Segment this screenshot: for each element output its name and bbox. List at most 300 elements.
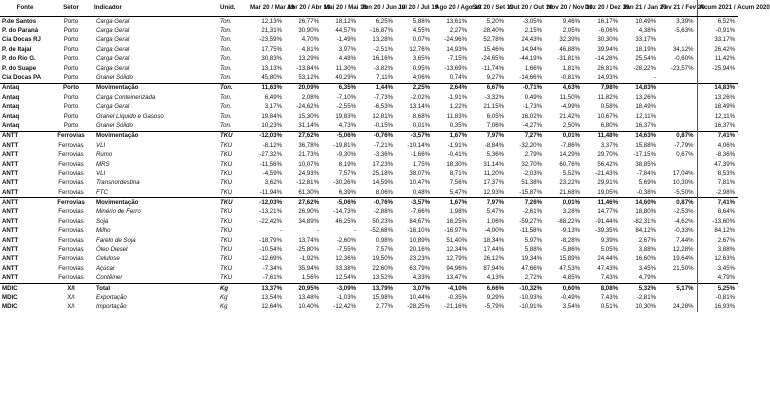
value-cell: 32,39%: [559, 36, 580, 44]
value-cell: 31,14%: [483, 160, 504, 168]
column-header: Jul 20 / Jul 19: [396, 0, 433, 17]
value-cell: -19,81%: [333, 141, 356, 149]
value-cell: -0,76%: [359, 198, 396, 208]
value-cell: 0,74%: [449, 73, 467, 81]
value-cell: -2,88%: [373, 208, 393, 216]
value-cell: 12,28%: [672, 246, 694, 254]
table-row: [0, 264, 738, 273]
accumulated-cell: -8,36%: [697, 150, 738, 159]
source-cell: MDIC: [2, 293, 18, 301]
sector-cell: Porto: [63, 103, 79, 111]
value-cell: 9,46%: [562, 17, 580, 25]
value-cell: -4,10%: [433, 283, 470, 293]
sector-cell: Ferrovias: [58, 236, 84, 244]
value-cell: 0,51%: [600, 303, 618, 311]
value-cell: 17,37%: [483, 179, 504, 187]
unit-cell: Ton.: [220, 112, 232, 120]
value-cell: -44,19%: [519, 55, 542, 63]
source-cell: ANTT: [2, 227, 19, 235]
value-cell: 3,65%: [412, 55, 430, 63]
value-cell: 7,97%: [470, 198, 507, 208]
source-cell: ANTT: [0, 131, 50, 141]
column-header: Nov 20 / Nov 19: [545, 0, 583, 17]
value-cell: 13,37%: [248, 283, 285, 293]
value-cell: -1,91%: [447, 141, 467, 149]
source-cell: ANTT: [2, 179, 19, 187]
source-cell: Antaq: [2, 93, 20, 101]
source-cell: P.de Santos: [2, 17, 37, 25]
value-cell: -17,15%: [633, 151, 656, 159]
accumulated-cell: 18,49%: [697, 103, 738, 112]
indicator-cell: Farelo de Soja: [96, 236, 136, 244]
source-cell: ANTT: [2, 208, 19, 216]
value-cell: -12,69%: [259, 255, 282, 263]
value-cell: 50,23%: [372, 217, 393, 225]
value-cell: 4,79%: [638, 274, 656, 282]
sector-cell: Ferrovias: [58, 208, 84, 216]
value-cell: 10,47%: [409, 179, 430, 187]
value-cell: 17,44%: [483, 246, 504, 254]
value-cell: 16,02%: [521, 112, 542, 120]
unit-cell: TKU: [220, 160, 233, 168]
indicator-cell: Carga Geral: [96, 55, 130, 63]
value-cell: 2,15%: [524, 27, 542, 35]
value-cell: -3,09%: [322, 283, 359, 293]
value-cell: 14,93%: [597, 73, 618, 81]
value-cell: 24,93%: [298, 169, 319, 177]
accumulated-cell: 4,79%: [697, 274, 738, 284]
value-cell: -2,60%: [336, 236, 356, 244]
column-header: Unid.: [218, 0, 248, 17]
value-cell: 4,33%: [412, 274, 430, 282]
sector-cell: Porto: [63, 112, 79, 120]
indicator-cell: Celulose: [96, 255, 120, 263]
table-row: [0, 17, 738, 27]
value-cell: 2,79%: [524, 151, 542, 159]
value-cell: -6,53%: [373, 103, 393, 111]
value-cell: 38,85%: [635, 160, 656, 168]
value-cell: 47,66%: [521, 264, 542, 272]
value-cell: 4,55%: [412, 27, 430, 35]
value-cell: 2,50%: [562, 121, 580, 129]
accumulated-cell: 6,52%: [697, 17, 738, 27]
unit-cell: TKU: [220, 179, 233, 187]
value-cell: 56,42%: [597, 160, 618, 168]
value-cell: [659, 93, 697, 102]
value-cell: 12,79%: [446, 255, 467, 263]
sector-cell: Ferrovias: [58, 255, 84, 263]
value-cell: 25,54%: [635, 55, 656, 63]
value-cell: -4,62%: [674, 217, 694, 225]
value-cell: 19,83%: [335, 112, 356, 120]
value-cell: -5,86%: [560, 246, 580, 254]
value-cell: 2,77%: [375, 303, 393, 311]
sector-cell: Porto: [63, 27, 79, 35]
table-row: [0, 217, 738, 226]
value-cell: -23,59%: [259, 36, 282, 44]
value-cell: 51,40%: [446, 236, 467, 244]
value-cell: 8,06%: [375, 188, 393, 196]
value-cell: -2,03%: [522, 169, 542, 177]
source-cell: ANTT: [2, 217, 19, 225]
value-cell: -12,81%: [296, 179, 319, 187]
accumulated-cell: 16,93%: [697, 303, 738, 312]
value-cell: 19,50%: [372, 255, 393, 263]
column-header: Indicador: [92, 0, 218, 17]
value-cell: -31,81%: [557, 55, 580, 63]
value-cell: 0,98%: [375, 236, 393, 244]
indicator-cell: Movimentação: [92, 198, 218, 208]
unit-cell: Ton.: [220, 103, 232, 111]
value-cell: 4,13%: [486, 274, 504, 282]
value-cell: 34,12%: [672, 45, 694, 53]
sector-cell: Ferrovias: [58, 169, 84, 177]
value-cell: -32,20%: [519, 141, 542, 149]
indicator-cell: MRS: [96, 160, 110, 168]
value-cell: 0,87%: [659, 198, 697, 208]
value-cell: -52,68%: [370, 227, 393, 235]
indicator-cell: FTC: [96, 188, 108, 196]
value-cell: 24,43%: [521, 36, 542, 44]
value-cell: 11,20%: [483, 169, 504, 177]
column-header: Set 20 / Set 19: [470, 0, 507, 17]
value-cell: 7,26%: [507, 198, 545, 208]
column-header: Setor: [50, 0, 92, 17]
value-cell: 13,79%: [359, 283, 396, 293]
source-cell: Cia Docas RJ: [2, 36, 41, 44]
value-cell: 20,16%: [409, 246, 430, 254]
value-cell: 30,83%: [261, 55, 282, 63]
value-cell: 7,43%: [600, 274, 618, 282]
value-cell: 46,88%: [559, 45, 580, 53]
table-row: [0, 198, 738, 208]
value-cell: -7,73%: [373, 93, 393, 101]
indicator-cell: Carga Geral: [96, 64, 130, 72]
value-cell: 12,93%: [483, 188, 504, 196]
value-cell: 24,44%: [597, 255, 618, 263]
table-row: [0, 112, 738, 121]
value-cell: -16,97%: [444, 227, 467, 235]
unit-cell: Ton.: [220, 93, 232, 101]
value-cell: 8,19%: [338, 160, 356, 168]
value-cell: 27,62%: [285, 131, 322, 141]
unit-cell: Kg: [218, 283, 248, 293]
accumulated-cell: 3,88%: [697, 245, 738, 254]
value-cell: -11,58%: [519, 227, 542, 235]
value-cell: -13,21%: [259, 208, 282, 216]
value-cell: 4,63%: [545, 83, 583, 93]
accumulated-cell: 7,41%: [697, 131, 738, 141]
value-cell: 14,77%: [597, 208, 618, 216]
column-header: Ago 20 / Ago 19: [433, 0, 470, 17]
source-cell: P. de Itajaí: [2, 45, 32, 53]
value-cell: -: [279, 227, 282, 235]
value-cell: 17,23%: [372, 160, 393, 168]
table-row: [0, 45, 738, 54]
value-cell: 7,06%: [486, 121, 504, 129]
unit-cell: TKU: [220, 188, 233, 196]
value-cell: 1,67%: [433, 131, 470, 141]
value-cell: 14,93%: [446, 45, 467, 53]
value-cell: -0,60%: [674, 55, 694, 63]
value-cell: 10,40%: [298, 303, 319, 311]
value-cell: 22,60%: [372, 264, 393, 272]
indicator-cell: Minério de Ferro: [96, 208, 141, 216]
value-cell: 33,17%: [635, 36, 656, 44]
indicator-cell: Carga Conteinerizada: [96, 93, 156, 101]
value-cell: 3,37%: [600, 141, 618, 149]
value-cell: 9,29%: [486, 293, 504, 301]
value-cell: 34,89%: [298, 217, 319, 225]
value-cell: 19,64%: [672, 255, 694, 263]
value-cell: 4,06%: [412, 73, 430, 81]
value-cell: -5,79%: [484, 303, 504, 311]
value-cell: 29,70%: [597, 151, 618, 159]
value-cell: 16,60%: [635, 255, 656, 263]
value-cell: -: [653, 73, 656, 81]
accumulated-cell: 3,45%: [697, 264, 738, 273]
value-cell: -13,69%: [444, 64, 467, 72]
value-cell: 1,67%: [433, 198, 470, 208]
value-cell: 16,25%: [446, 217, 467, 225]
value-cell: 14,63%: [621, 131, 659, 141]
value-cell: -28,22%: [633, 64, 656, 72]
value-cell: 18,34%: [483, 236, 504, 244]
sector-cell: Ferrovias: [58, 246, 84, 254]
value-cell: 0,35%: [449, 121, 467, 129]
table-body: [0, 17, 738, 313]
value-cell: 10,23%: [261, 121, 282, 129]
value-cell: -4,99%: [560, 103, 580, 111]
table-row: [0, 64, 738, 73]
value-cell: 16,37%: [635, 121, 656, 129]
value-cell: 6,25%: [375, 17, 393, 25]
value-cell: -0,33%: [674, 227, 694, 235]
sector-cell: Porto: [63, 121, 79, 129]
value-cell: 45,80%: [261, 73, 282, 81]
value-cell: -28,25%: [407, 303, 430, 311]
table-row: [0, 283, 738, 293]
value-cell: 11,63%: [248, 83, 285, 93]
value-cell: 7,56%: [449, 179, 467, 187]
value-cell: -27,32%: [259, 151, 282, 159]
accumulated-cell: -0,91%: [697, 26, 738, 35]
value-cell: 3,39%: [676, 17, 694, 25]
sector-cell: Porto: [63, 93, 79, 101]
value-cell: 0,49%: [524, 93, 542, 101]
value-cell: 5,88%: [524, 246, 542, 254]
value-cell: -7,21%: [373, 141, 393, 149]
source-cell: MDIC: [2, 303, 18, 311]
value-cell: 27,62%: [285, 198, 322, 208]
value-cell: 6,66%: [470, 283, 507, 293]
table-row: [0, 93, 738, 102]
value-cell: -4,59%: [262, 169, 282, 177]
value-cell: 12,54%: [335, 274, 356, 282]
value-cell: 4,38%: [638, 27, 656, 35]
value-cell: 25,18%: [372, 169, 393, 177]
value-cell: 5,32%: [621, 283, 659, 293]
value-cell: 10,67%: [597, 112, 618, 120]
indicator-cell: VLI: [96, 141, 106, 149]
value-cell: -2,81%: [636, 293, 656, 301]
table-row: [0, 160, 738, 169]
value-cell: 18,12%: [335, 17, 356, 25]
value-cell: 13,47%: [446, 274, 467, 282]
value-cell: -0,38%: [636, 188, 656, 196]
value-cell: 0,01%: [545, 131, 583, 141]
source-cell: Antaq: [2, 103, 20, 111]
value-cell: 8,08%: [583, 283, 621, 293]
value-cell: -8,12%: [262, 141, 282, 149]
value-cell: 3,54%: [562, 303, 580, 311]
value-cell: 15,46%: [483, 45, 504, 53]
value-cell: 14,29%: [559, 151, 580, 159]
accumulated-cell: 2,67%: [697, 236, 738, 245]
value-cell: 5,17%: [659, 283, 697, 293]
value-cell: 30,30%: [597, 36, 618, 44]
source-cell: ANTT: [2, 151, 19, 159]
column-header: Out 20 / Out 19: [507, 0, 545, 17]
value-cell: 2,64%: [433, 83, 470, 93]
value-cell: 51,38%: [521, 179, 542, 187]
value-cell: 7,57%: [375, 246, 393, 254]
column-header: Acum 2021 / Acum 2020: [697, 0, 738, 17]
value-cell: 60,76%: [559, 160, 580, 168]
value-cell: -30,26%: [333, 179, 356, 187]
value-cell: -10,54%: [259, 246, 282, 254]
value-cell: 6,67%: [470, 83, 507, 93]
value-cell: 18,30%: [446, 160, 467, 168]
table-row: [0, 150, 738, 159]
value-cell: 1,66%: [524, 64, 542, 72]
value-cell: 0,60%: [545, 283, 583, 293]
value-cell: 87,94%: [483, 264, 504, 272]
value-cell: 10,30%: [635, 303, 656, 311]
value-cell: 3,45%: [638, 264, 656, 272]
accumulated-cell: 5,25%: [697, 283, 738, 293]
table-row: [0, 179, 738, 188]
value-cell: 47,43%: [597, 264, 618, 272]
value-cell: 13,28%: [372, 36, 393, 44]
unit-cell: TKU: [220, 141, 233, 149]
column-header: Fev 21 / Fev 20: [659, 0, 697, 17]
accumulated-cell: -2,98%: [697, 188, 738, 198]
value-cell: 61,30%: [298, 188, 319, 196]
accumulated-cell: 4,06%: [697, 141, 738, 150]
accumulated-cell: 8,64%: [697, 208, 738, 217]
value-cell: -25,80%: [296, 246, 319, 254]
value-cell: 14,59%: [372, 179, 393, 187]
unit-cell: Ton.: [220, 121, 232, 129]
value-cell: 26,12%: [483, 255, 504, 263]
value-cell: 12,13%: [261, 17, 282, 25]
value-cell: 38,07%: [409, 169, 430, 177]
value-cell: 1,22%: [449, 103, 467, 111]
value-cell: 14,94%: [521, 45, 542, 53]
sector-cell: Ferrovias: [50, 131, 92, 141]
value-cell: 26,90%: [298, 208, 319, 216]
source-cell: ANTT: [2, 246, 19, 254]
value-cell: -2,61%: [522, 208, 542, 216]
value-cell: -24,62%: [296, 103, 319, 111]
source-cell: ANTT: [2, 169, 19, 177]
indicator-cell: Importação: [96, 303, 127, 311]
value-cell: -21,16%: [444, 303, 467, 311]
value-cell: -1,66%: [410, 151, 430, 159]
value-cell: 46,25%: [335, 217, 356, 225]
value-cell: 20,09%: [285, 83, 322, 93]
value-cell: -5,63%: [674, 27, 694, 35]
value-cell: 6,80%: [600, 121, 618, 129]
sector-cell: Porto: [63, 17, 79, 25]
value-cell: 10,89%: [409, 236, 430, 244]
value-cell: 8,68%: [412, 112, 430, 120]
value-cell: 21,42%: [559, 112, 580, 120]
value-cell: -3,05%: [522, 17, 542, 25]
unit-cell: TKU: [220, 236, 233, 244]
table-row: [0, 26, 738, 35]
value-cell: 14,83%: [621, 83, 659, 93]
value-cell: 9,39%: [600, 236, 618, 244]
value-cell: 10,49%: [635, 17, 656, 25]
value-cell: [659, 83, 697, 93]
value-cell: -24,65%: [481, 55, 504, 63]
value-cell: -0,15%: [373, 121, 393, 129]
value-cell: [659, 274, 697, 284]
table-row: [0, 121, 738, 131]
value-cell: 5,88%: [412, 17, 430, 25]
column-header: Jun 20 / Jun 19: [359, 0, 396, 17]
value-cell: 13,52%: [372, 274, 393, 282]
value-cell: 0,07%: [412, 36, 430, 44]
unit-cell: TKU: [218, 131, 248, 141]
value-cell: -21,43%: [595, 169, 618, 177]
value-cell: 9,27%: [486, 73, 504, 81]
sector-cell: X/I: [67, 303, 75, 311]
value-cell: -7,34%: [262, 264, 282, 272]
sector-cell: Ferrovias: [58, 151, 84, 159]
value-cell: 8,71%: [449, 169, 467, 177]
source-cell: ANTT: [0, 198, 50, 208]
value-cell: 94,96%: [446, 264, 467, 272]
value-cell: -0,41%: [447, 151, 467, 159]
value-cell: 3,88%: [638, 246, 656, 254]
value-cell: -16,87%: [370, 27, 393, 35]
value-cell: 12,81%: [372, 112, 393, 120]
value-cell: 84,67%: [409, 217, 430, 225]
value-cell: 4,81%: [301, 45, 319, 53]
accumulated-cell: [697, 73, 738, 83]
value-cell: 5,47%: [486, 208, 504, 216]
value-cell: -5,06%: [322, 198, 359, 208]
value-cell: 1,98%: [449, 208, 467, 216]
column-header: Mai 20 / Mai 19: [322, 0, 359, 17]
value-cell: 18,49%: [635, 103, 656, 111]
value-cell: -10,91%: [519, 303, 542, 311]
value-cell: -2,02%: [410, 93, 430, 101]
value-cell: -39,35%: [595, 227, 618, 235]
value-cell: 13,26%: [635, 93, 656, 101]
value-cell: 7,27%: [507, 131, 545, 141]
value-cell: -1,03%: [336, 293, 356, 301]
table-row: [0, 255, 738, 264]
value-cell: -7,15%: [447, 55, 467, 63]
value-cell: -5,50%: [674, 188, 694, 196]
value-cell: 5,52%: [562, 169, 580, 177]
table-row: [0, 83, 738, 93]
value-cell: 26,77%: [298, 17, 319, 25]
